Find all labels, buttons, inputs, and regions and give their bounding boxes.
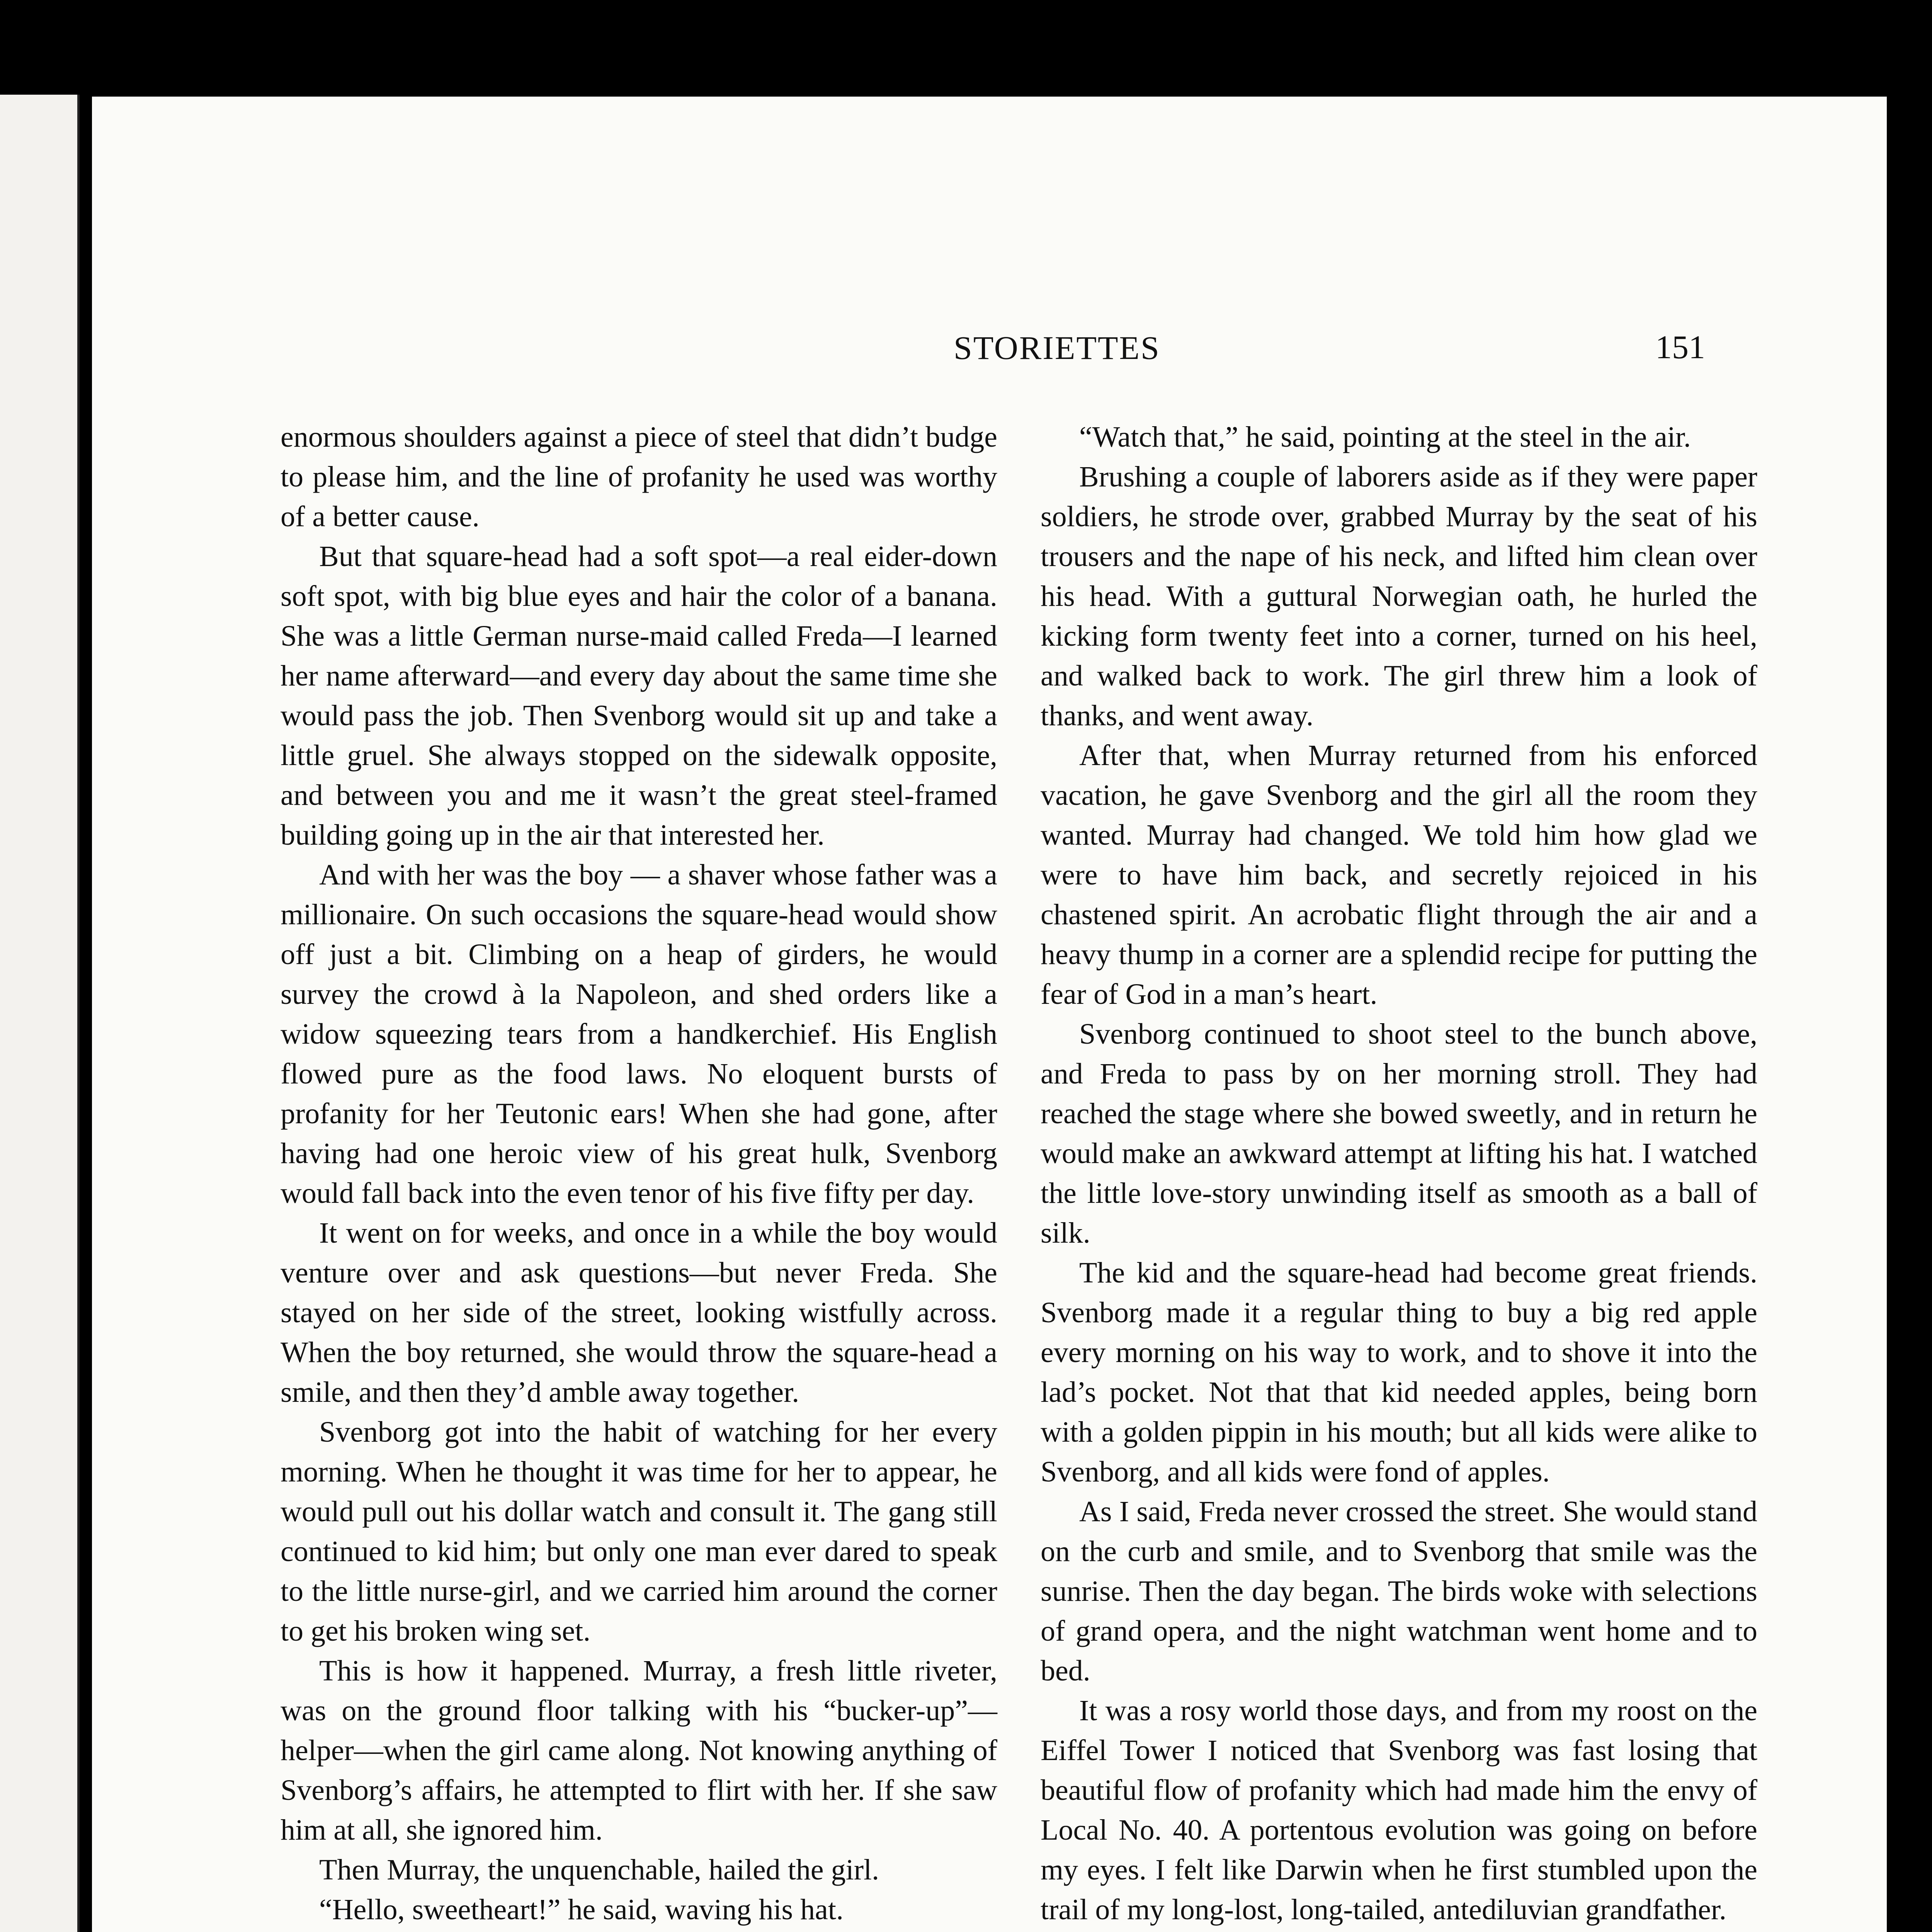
paragraph: It went on for weeks, and once in a while the boy would venture over and ask questions—but never Freda. She stayed on her side of the street, looking wistfully across. When the boy returned, she would throw the square-head a smile, and then they’d amble away together.: [281, 1217, 997, 1408]
paragraph: And with her was the boy — a shaver whose father was a millionaire. On such occasions the square-head would show off just a bit. Climbing on a heap of girders, he would survey the crowd à la Napoleon, and shed orders like a widow squeezing tears from a handkerchief. His English flowed pure as the food laws. No eloquent bursts of profanity for her Teutonic ears! When she had gone, after having had one heroic view of his great hulk, Svenborg would fall back into the even tenor of his five fifty per day.: [281, 859, 997, 1209]
page-number: 151: [1655, 328, 1705, 366]
paragraph: As I said, Freda never crossed the street. She would stand on the curb and smile, and to Svenborg that smile was the sunrise. Then the day began. The birds woke with selections of grand opera, and the night watchman went home and to bed.: [1041, 1495, 1757, 1687]
previous-page-edge: [0, 95, 80, 1932]
book-page: [92, 97, 1887, 1932]
left-column: [281, 417, 997, 1932]
paragraph: After that, when Murray returned from his enforced vacation, he gave Svenborg and the girl all the room they wanted. Murray had changed. We told him how glad we were to have him back, and secretly rejoiced in his chastened spirit. An acrobatic flight through the air and a heavy thump in a corner are a splendid recipe for putting the fear of God in a man’s heart.: [1041, 739, 1757, 1010]
paragraph: The kid and the square-head had become great friends. Svenborg made it a regular thing to buy a big red apple every morning on his way to work, and to shove it into the lad’s pocket. Not that that kid needed apples, being born with a golden pippin in his mouth; but all kids were alike to Svenborg, and all kids were fond of apples.: [1041, 1257, 1757, 1488]
paragraph: Svenborg got into the habit of watching for her every morning. When he thought it was time for her to appear, he would pull out his dollar watch and consult it. The gang still continued to kid him; but only one man ever dared to speak to the little nurse-girl, and we carried him around the corner to get his broken wing set.: [281, 1416, 997, 1647]
paragraph: “Hello, sweetheart!” he said, waving his hat.: [319, 1893, 844, 1926]
paragraph: “Watch that,” he said, pointing at the steel in the air.: [1079, 421, 1691, 453]
paragraph: enormous shoulders against a piece of steel that didn’t budge to please him, and the line of profanity he used was worthy of a better cause.: [281, 421, 997, 533]
right-column: [1041, 417, 1757, 1932]
paragraph: Brushing a couple of laborers aside as if they were paper soldiers, he strode over, grabbed Murray by the seat of his trousers and the nape of his neck, and lifted him clean over his head. With a guttural Norwegian oath, he hurled the kicking form twenty feet into a corner, turned on his heel, and walked back to work. The girl threw him a look of thanks, and went away.: [1041, 461, 1757, 732]
paragraph: Svenborg continued to shoot steel to the bunch above, and Freda to pass by on her morning stroll. They had reached the stage where she bowed sweetly, and in return he would make an awkward attempt at lifting his hat. I watched the little love-story unwinding itself as smooth as a ball of silk.: [1041, 1018, 1757, 1249]
paragraph: Then Murray, the unquenchable, hailed the girl.: [319, 1854, 879, 1886]
paragraph: [1041, 1930, 1757, 1932]
paragraph: It was a rosy world those days, and from my roost on the Eiffel Tower I noticed that Svenborg was fast losing that beautiful flow of profanity which had made him the envy of Local No. 40. A portentous evolution was going on before my eyes. I felt like Darwin when he first stumbled upon the trail of my long-lost, long-tailed, antediluvian grandfather.: [1041, 1694, 1757, 1926]
paragraph: This is how it happened. Murray, a fresh little riveter, was on the ground floor talking with his “bucker-up”—helper—when the girl came along. Not knowing anything of Svenborg’s affairs, he attempted to flirt with her. If she saw him at all, she ignored him.: [281, 1655, 997, 1846]
paragraph: [281, 1930, 997, 1932]
paragraph: But that square-head had a soft spot—a real eider-down soft spot, with big blue eyes and hair the color of a banana. She was a little German nurse-maid called Freda—I learned her name afterward—and every day about the same time she would pass the job. Then Svenborg would sit up and take a little gruel. She always stopped on the sidewalk opposite, and between you and me it wasn’t the great steel-framed building going up in the air that interested her.: [281, 540, 997, 851]
running-head: STORIETTES: [954, 329, 1160, 366]
